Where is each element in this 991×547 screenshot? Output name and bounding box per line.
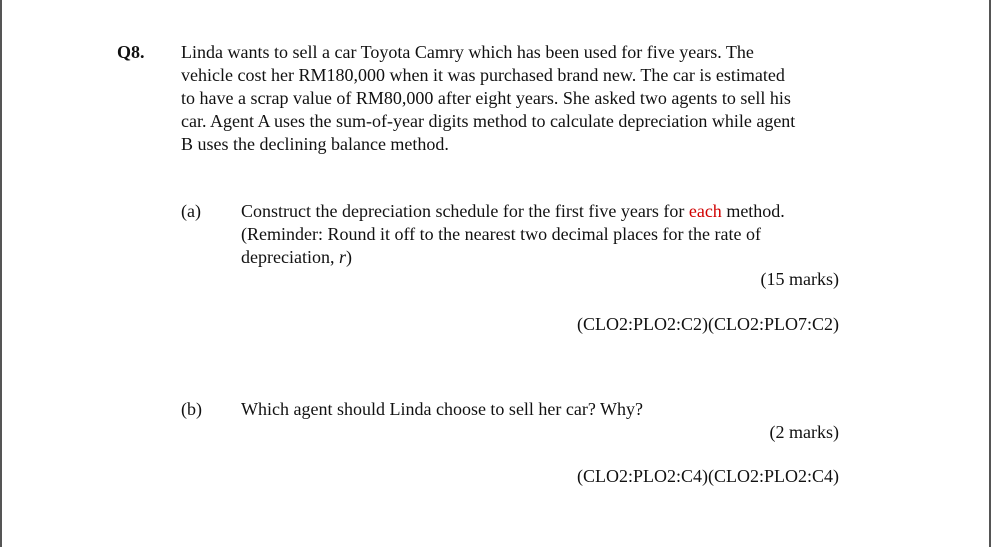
part-a-line-1-start: Construct the depreciation schedule for the first five years for bbox=[241, 201, 689, 221]
intro-line: car. Agent A uses the sum-of-year digits method to calculate depreciation while agent bbox=[181, 111, 796, 131]
rate-variable: r bbox=[338, 247, 346, 267]
left-page-border bbox=[0, 0, 2, 547]
intro-line: vehicle cost her RM180,000 when it was purchased brand new. The car is estimated bbox=[181, 65, 785, 85]
part-a-line-1 bbox=[241, 200, 785, 223]
part-b-line: Which agent should Linda choose to sell her car? Why? bbox=[241, 399, 644, 419]
part-a-line-3-start: depreciation, bbox=[241, 247, 339, 267]
question-intro bbox=[181, 41, 881, 156]
part-b-clo: (CLO2:PLO2:C4)(CLO2:PLO2:C4) bbox=[576, 466, 839, 486]
part-a-text bbox=[241, 200, 785, 269]
part-a-line-3 bbox=[241, 246, 785, 269]
part-a-line-2: (Reminder: Round it off to the nearest two decimal places for the rate of bbox=[241, 224, 761, 244]
highlighted-word: each bbox=[688, 201, 722, 221]
intro-line: B uses the declining balance method. bbox=[181, 134, 449, 154]
intro-line: Linda wants to sell a car Toyota Camry which has been used for five years. The bbox=[181, 42, 754, 62]
part-a-label: (a) bbox=[181, 201, 201, 221]
part-a-line-3-end: ) bbox=[345, 247, 352, 267]
part-a-marks: (15 marks) bbox=[760, 269, 839, 289]
part-b-label: (b) bbox=[181, 399, 202, 419]
part-a-clo: (CLO2:PLO2:C2)(CLO2:PLO7:C2) bbox=[576, 314, 839, 334]
question-number: Q8. bbox=[117, 42, 145, 62]
part-b-text bbox=[241, 398, 643, 421]
part-b-marks: (2 marks) bbox=[769, 422, 839, 442]
part-a-line-1-end: method. bbox=[721, 201, 785, 221]
intro-line: to have a scrap value of RM80,000 after eight years. She asked two agents to sell his bbox=[181, 88, 791, 108]
